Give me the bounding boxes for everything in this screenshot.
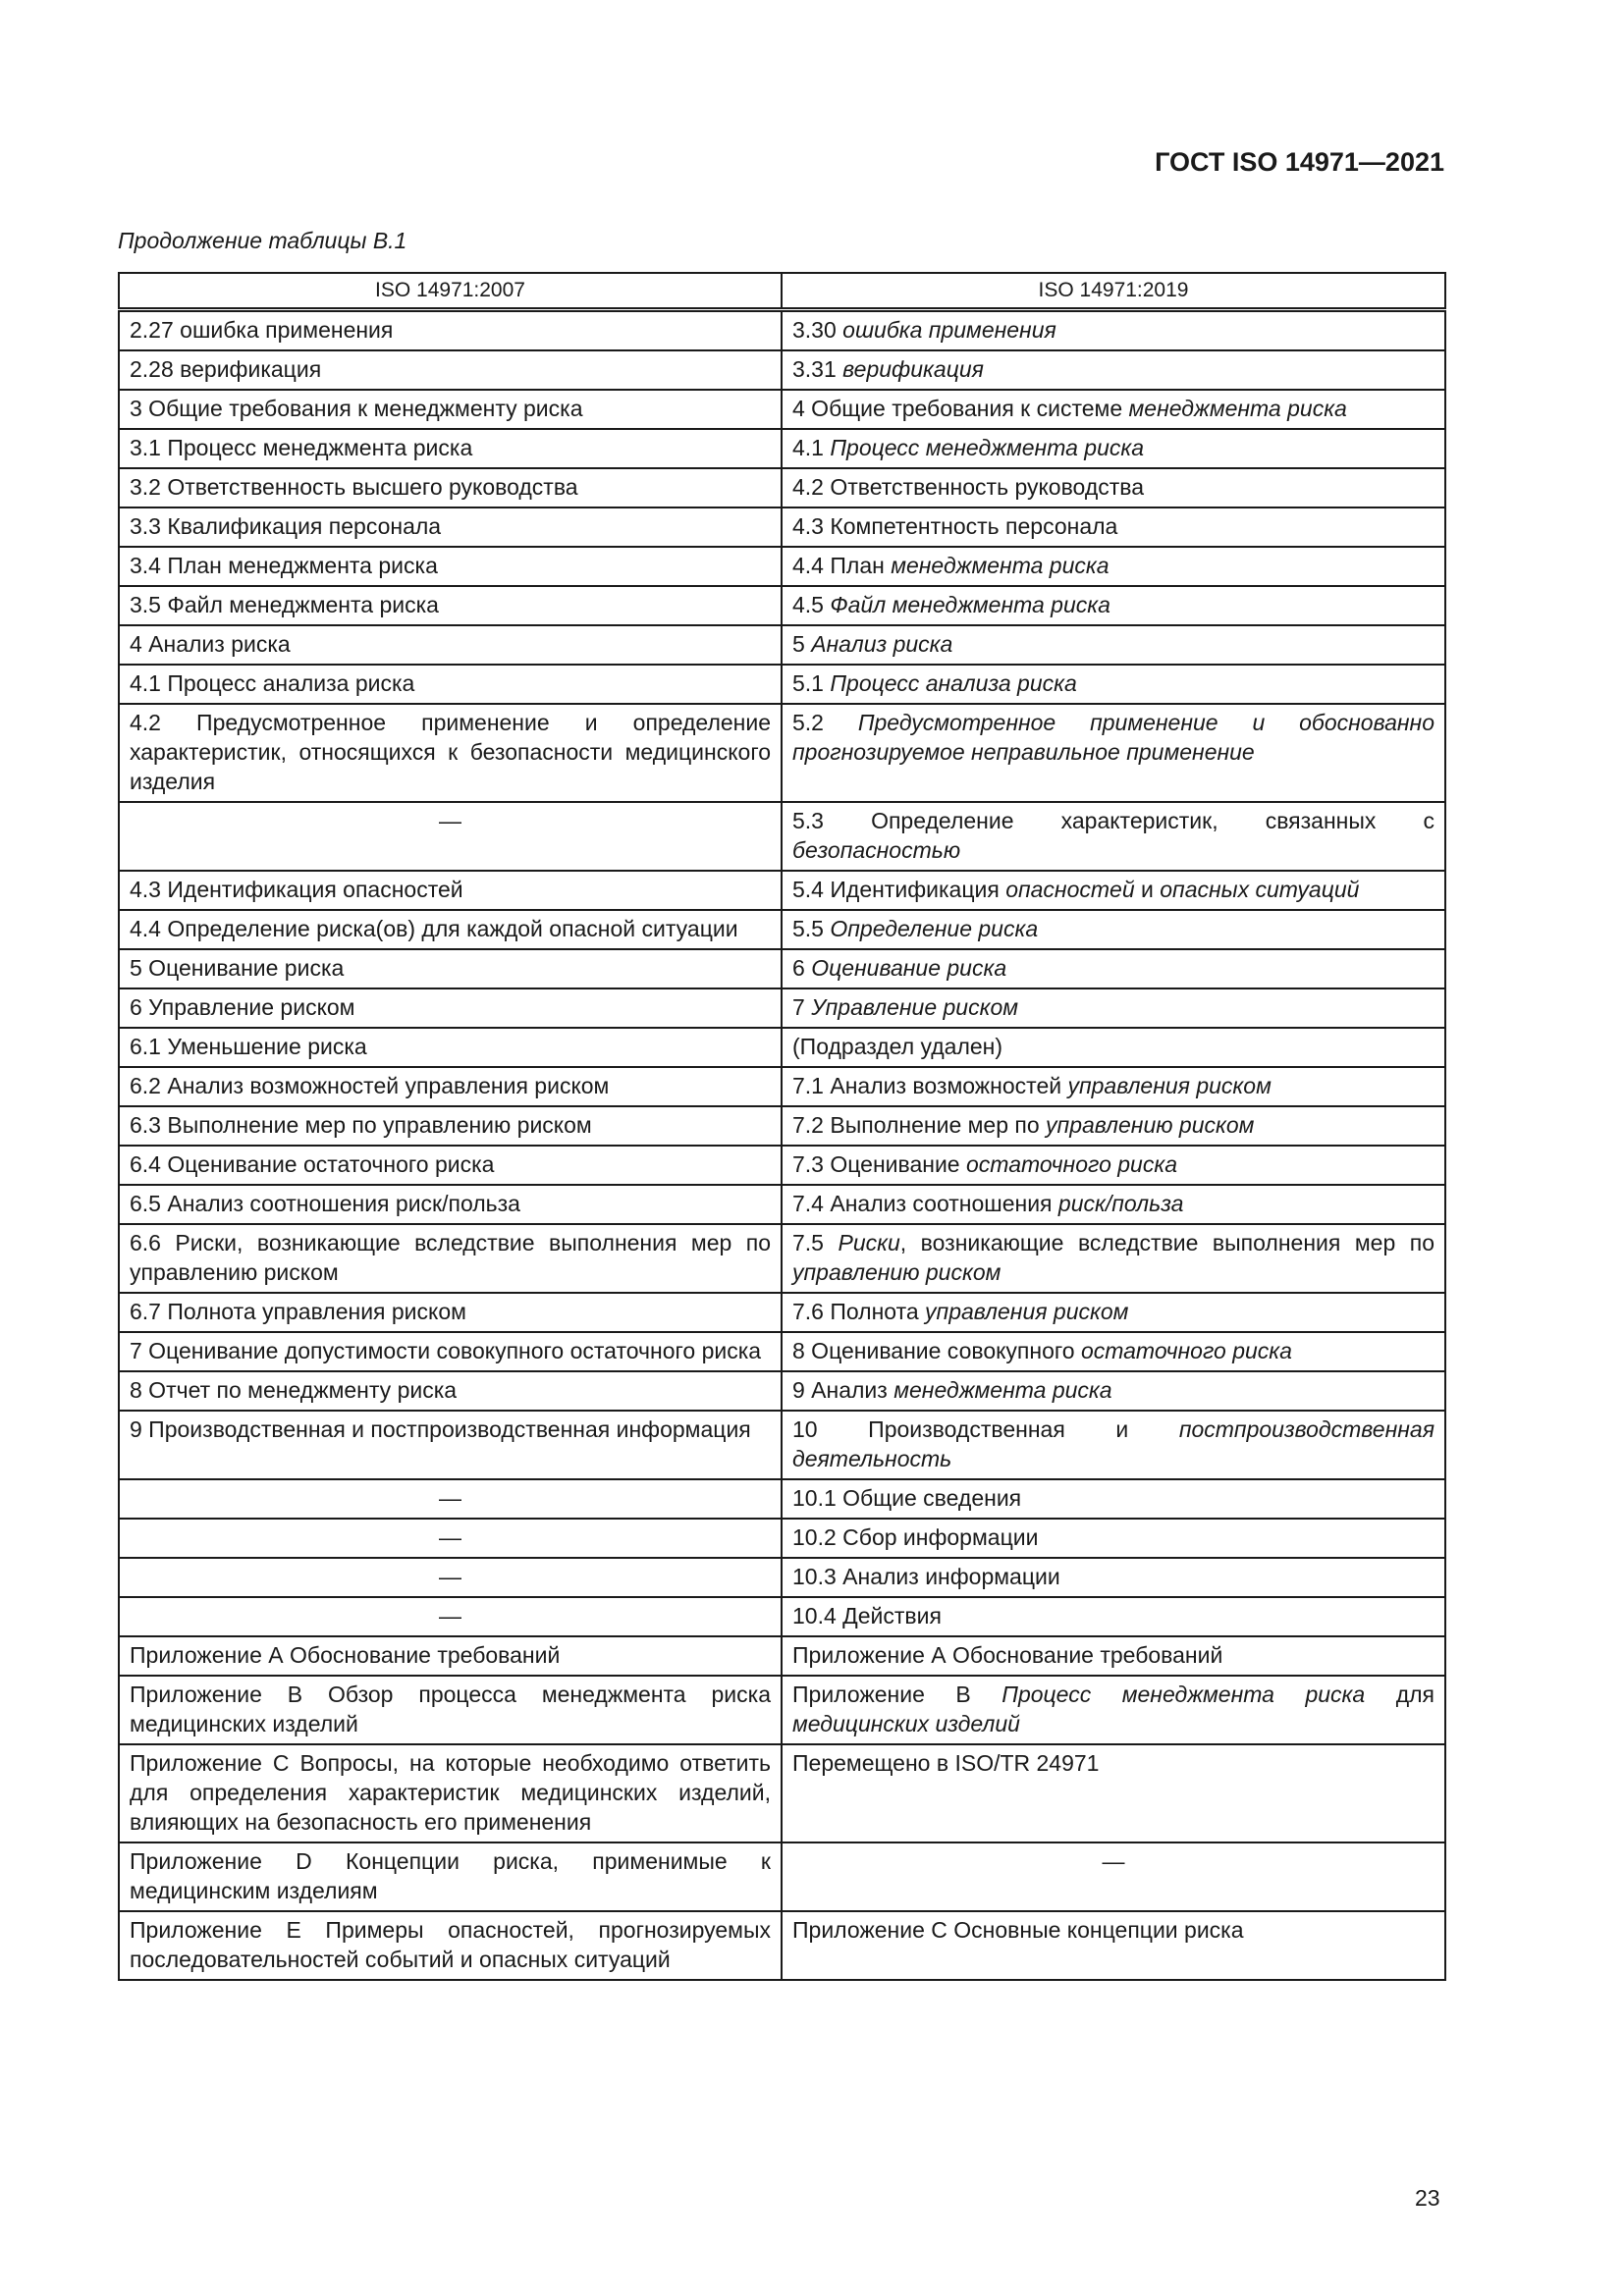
table-row <box>119 468 1445 507</box>
table-row <box>119 586 1445 625</box>
table-row <box>119 625 1445 665</box>
table-row <box>119 949 1445 988</box>
cell-iso-2019: 10.2 Сбор информации <box>782 1519 1445 1558</box>
cell-iso-2007: 6.5 Анализ соотношения риск/польза <box>119 1185 782 1224</box>
cell-iso-2019: 4 Общие требования к системе менеджмента риска <box>782 390 1445 429</box>
cell-iso-2019: 7.3 Оценивание остаточного риска <box>782 1146 1445 1185</box>
cell-iso-2019: (Подраздел удален) <box>782 1028 1445 1067</box>
cell-iso-2007: Приложение В Обзор процесса менеджмента риска медицинских изделий <box>119 1676 782 1744</box>
cell-iso-2019: 7.4 Анализ соотношения риск/польза <box>782 1185 1445 1224</box>
table-row <box>119 910 1445 949</box>
cell-iso-2019: 4.1 Процесс менеджмента риска <box>782 429 1445 468</box>
cell-iso-2007: 7 Оценивание допустимости совокупного остаточного риска <box>119 1332 782 1371</box>
cell-iso-2019: 7.5 Риски, возникающие вследствие выполнения мер по управлению риском <box>782 1224 1445 1293</box>
cell-iso-2019: 10.4 Действия <box>782 1597 1445 1636</box>
table-row <box>119 1411 1445 1479</box>
cell-iso-2019: 5.2 Предусмотренное применение и обоснованно прогнозируемое неправильное применение <box>782 704 1445 802</box>
cell-iso-2007: 8 Отчет по менеджменту риска <box>119 1371 782 1411</box>
cell-iso-2007: 4 Анализ риска <box>119 625 782 665</box>
cell-iso-2007: 4.2 Предусмотренное применение и определение характеристик, относящихся к безопасности медицинского изделия <box>119 704 782 802</box>
cell-iso-2019: Приложение С Основные концепции риска <box>782 1911 1445 1980</box>
table-row <box>119 310 1445 351</box>
table-row <box>119 1842 1445 1911</box>
table-row <box>119 704 1445 802</box>
table-row <box>119 1146 1445 1185</box>
table-row <box>119 547 1445 586</box>
cell-iso-2007: 4.1 Процесс анализа риска <box>119 665 782 704</box>
cell-iso-2019: 10.3 Анализ информации <box>782 1558 1445 1597</box>
table-row <box>119 1185 1445 1224</box>
table-row <box>119 1332 1445 1371</box>
cell-iso-2007: — <box>119 1558 782 1597</box>
table-row <box>119 1371 1445 1411</box>
cell-iso-2007: 6.7 Полнота управления риском <box>119 1293 782 1332</box>
cell-iso-2007: — <box>119 1597 782 1636</box>
cell-iso-2019: Приложение В Процесс менеджмента риска для медицинских изделий <box>782 1676 1445 1744</box>
cell-iso-2007: 3 Общие требования к менеджменту риска <box>119 390 782 429</box>
table-row <box>119 665 1445 704</box>
table-row <box>119 507 1445 547</box>
cell-iso-2007: 6.3 Выполнение мер по управлению риском <box>119 1106 782 1146</box>
table-row <box>119 1293 1445 1332</box>
table-row <box>119 1106 1445 1146</box>
cell-iso-2019: 3.31 верификация <box>782 350 1445 390</box>
cell-iso-2019: Перемещено в ISO/TR 24971 <box>782 1744 1445 1842</box>
cell-iso-2019: Приложение А Обоснование требований <box>782 1636 1445 1676</box>
column-header-2007: ISO 14971:2007 <box>119 273 782 310</box>
cell-iso-2019: — <box>782 1842 1445 1911</box>
cell-iso-2007: 3.3 Квалификация персонала <box>119 507 782 547</box>
cell-iso-2007: Приложение С Вопросы, на которые необходимо ответить для определения характеристик медицинских изделий, влияющих на безопасность его применения <box>119 1744 782 1842</box>
cell-iso-2007: 3.1 Процесс менеджмента риска <box>119 429 782 468</box>
cell-iso-2019: 7.2 Выполнение мер по управлению риском <box>782 1106 1445 1146</box>
cell-iso-2007: 3.2 Ответственность высшего руководства <box>119 468 782 507</box>
cell-iso-2007: 6 Управление риском <box>119 988 782 1028</box>
cell-iso-2019: 7.6 Полнота управления риском <box>782 1293 1445 1332</box>
cell-iso-2007: 9 Производственная и постпроизводственная информация <box>119 1411 782 1479</box>
cell-iso-2007: 2.27 ошибка применения <box>119 310 782 351</box>
cell-iso-2007: 6.2 Анализ возможностей управления риском <box>119 1067 782 1106</box>
cell-iso-2007: — <box>119 1479 782 1519</box>
table-row <box>119 871 1445 910</box>
cell-iso-2007: 6.1 Уменьшение риска <box>119 1028 782 1067</box>
cell-iso-2007: 4.3 Идентификация опасностей <box>119 871 782 910</box>
table-row <box>119 1676 1445 1744</box>
cell-iso-2007: Приложение D Концепции риска, применимые к медицинским изделиям <box>119 1842 782 1911</box>
cell-iso-2019: 4.2 Ответственность руководства <box>782 468 1445 507</box>
table-row <box>119 802 1445 871</box>
cell-iso-2019: 9 Анализ менеджмента риска <box>782 1371 1445 1411</box>
table-row <box>119 1067 1445 1106</box>
table-caption: Продолжение таблицы B.1 <box>118 228 407 253</box>
cell-iso-2007: 6.4 Оценивание остаточного риска <box>119 1146 782 1185</box>
cell-iso-2007: Приложение E Примеры опасностей, прогнозируемых последовательностей событий и опасных ситуаций <box>119 1911 782 1980</box>
cell-iso-2019: 3.30 ошибка применения <box>782 310 1445 351</box>
cell-iso-2019: 10 Производственная и постпроизводственная деятельность <box>782 1411 1445 1479</box>
cell-iso-2019: 5.4 Идентификация опасностей и опасных ситуаций <box>782 871 1445 910</box>
cell-iso-2019: 4.3 Компетентность персонала <box>782 507 1445 547</box>
comparison-table <box>118 272 1446 1981</box>
cell-iso-2019: 4.5 Файл менеджмента риска <box>782 586 1445 625</box>
cell-iso-2007: 4.4 Определение риска(ов) для каждой опасной ситуации <box>119 910 782 949</box>
table-row <box>119 1479 1445 1519</box>
document-header: ГОСТ ISO 14971—2021 <box>1155 147 1444 177</box>
cell-iso-2019: 8 Оценивание совокупного остаточного риска <box>782 1332 1445 1371</box>
cell-iso-2019: 5.3 Определение характеристик, связанных с безопасностью <box>782 802 1445 871</box>
table-header-row <box>119 273 1445 310</box>
table-row <box>119 390 1445 429</box>
table-row <box>119 350 1445 390</box>
cell-iso-2007: — <box>119 802 782 871</box>
column-header-2019: ISO 14971:2019 <box>782 273 1445 310</box>
table-row <box>119 1636 1445 1676</box>
cell-iso-2019: 4.4 План менеджмента риска <box>782 547 1445 586</box>
cell-iso-2007: 3.4 План менеджмента риска <box>119 547 782 586</box>
table-row <box>119 1224 1445 1293</box>
cell-iso-2007: 2.28 верификация <box>119 350 782 390</box>
table-row <box>119 1519 1445 1558</box>
cell-iso-2019: 5 Анализ риска <box>782 625 1445 665</box>
table-row <box>119 1911 1445 1980</box>
cell-iso-2007: 5 Оценивание риска <box>119 949 782 988</box>
cell-iso-2019: 10.1 Общие сведения <box>782 1479 1445 1519</box>
cell-iso-2007: 3.5 Файл менеджмента риска <box>119 586 782 625</box>
table-row <box>119 1028 1445 1067</box>
cell-iso-2019: 7 Управление риском <box>782 988 1445 1028</box>
cell-iso-2019: 6 Оценивание риска <box>782 949 1445 988</box>
table-row <box>119 1558 1445 1597</box>
cell-iso-2019: 7.1 Анализ возможностей управления риском <box>782 1067 1445 1106</box>
table-row <box>119 1597 1445 1636</box>
cell-iso-2019: 5.5 Определение риска <box>782 910 1445 949</box>
cell-iso-2019: 5.1 Процесс анализа риска <box>782 665 1445 704</box>
cell-iso-2007: — <box>119 1519 782 1558</box>
cell-iso-2007: Приложение А Обоснование требований <box>119 1636 782 1676</box>
cell-iso-2007: 6.6 Риски, возникающие вследствие выполнения мер по управлению риском <box>119 1224 782 1293</box>
table-row <box>119 429 1445 468</box>
table-row <box>119 988 1445 1028</box>
table-row <box>119 1744 1445 1842</box>
page-number: 23 <box>1415 2185 1440 2211</box>
